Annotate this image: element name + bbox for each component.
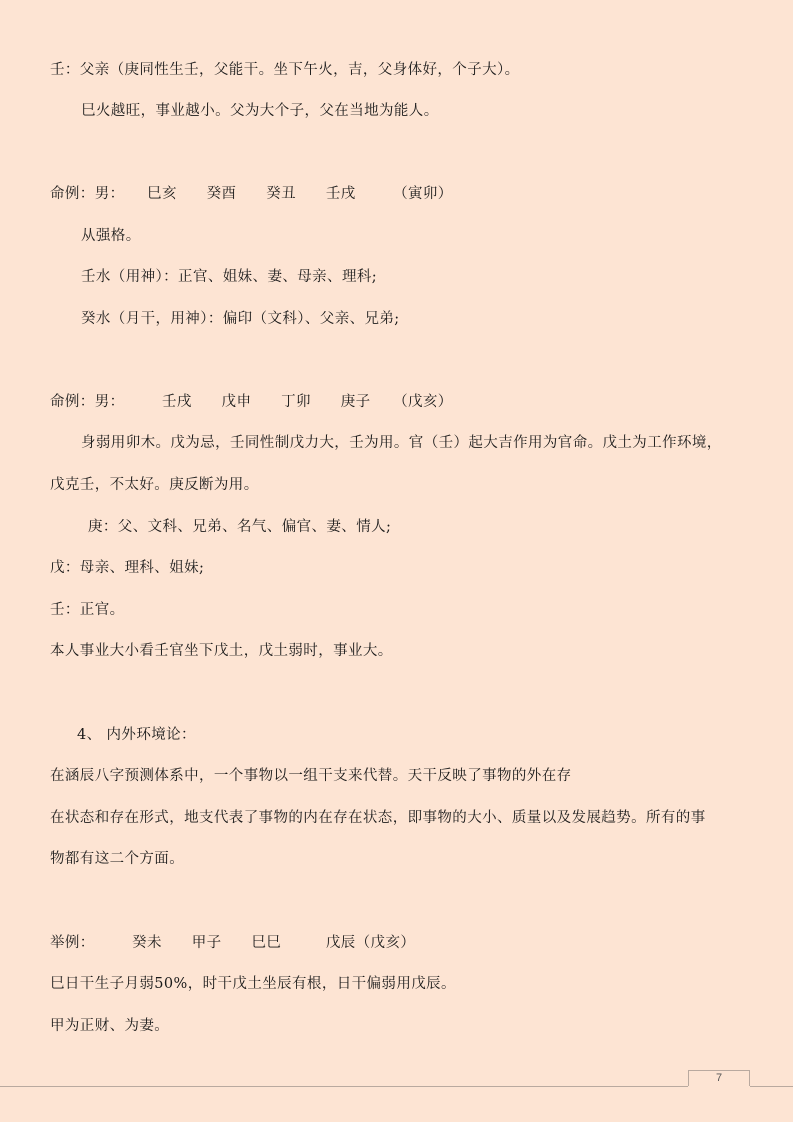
text-line: 本人事业大小看壬官坐下戊土，戊土弱时，事业大。 [50,643,393,659]
page-number: 7 [715,1072,723,1084]
text-line: 癸水（月干，用神）：偏印（文科）、父亲、兄弟; [81,311,400,327]
text-line: 巳日干生子月弱50%，时干戊土坐辰有根，日干偏弱用戊辰。 [50,976,456,992]
section-heading: 4、 内外环境论： [77,727,196,743]
example-header: 举例： 癸未 甲子 巳巳 戊辰（戊亥） [50,935,416,951]
text-line: 在状态和存在形式，地支代表了事物的内在存在状态，即事物的大小、质量以及发展趋势。所有的事 [50,810,706,826]
text-line: 戊：母亲、理科、姐妹; [50,560,205,576]
text-line: 壬：正官。 [50,602,125,618]
text-line: 壬：父亲（庚同性生壬，父能干。坐下午火，吉，父身体好，个子大）。 [50,62,520,78]
text-line: 巳火越旺，事业越小。父为大个子，父在当地为能人。 [81,103,439,119]
footer-divider [0,1086,688,1087]
case-header: 命例：男： 壬戌 戊申 丁卯 庚子 （戊亥） [50,394,453,410]
text-line: 壬水（用神）：正官、姐妹、妻、母亲、理科; [81,269,378,285]
text-line: 物都有这二个方面。 [50,851,185,867]
text-line: 从强格。 [81,228,141,244]
text-line: 庚：父、文科、兄弟、名气、偏官、妻、情人; [88,519,392,535]
text-line: 身弱用卯木。戊为忌，壬同性制戊力大，壬为用。官（壬）起大吉作用为官命。戊土为工作环境， [81,435,722,451]
text-line: 在涵辰八字预测体系中，一个事物以一组干支来代替。天干反映了事物的外在存 [50,768,572,784]
text-line: 戊克壬，不太好。庚反断为用。 [50,477,259,493]
footer-divider-right [750,1086,793,1087]
case-header: 命例：男： 巳亥 癸酉 癸丑 壬戌 （寅卯） [50,186,453,202]
text-line: 甲为正财、为妻。 [50,1018,170,1034]
